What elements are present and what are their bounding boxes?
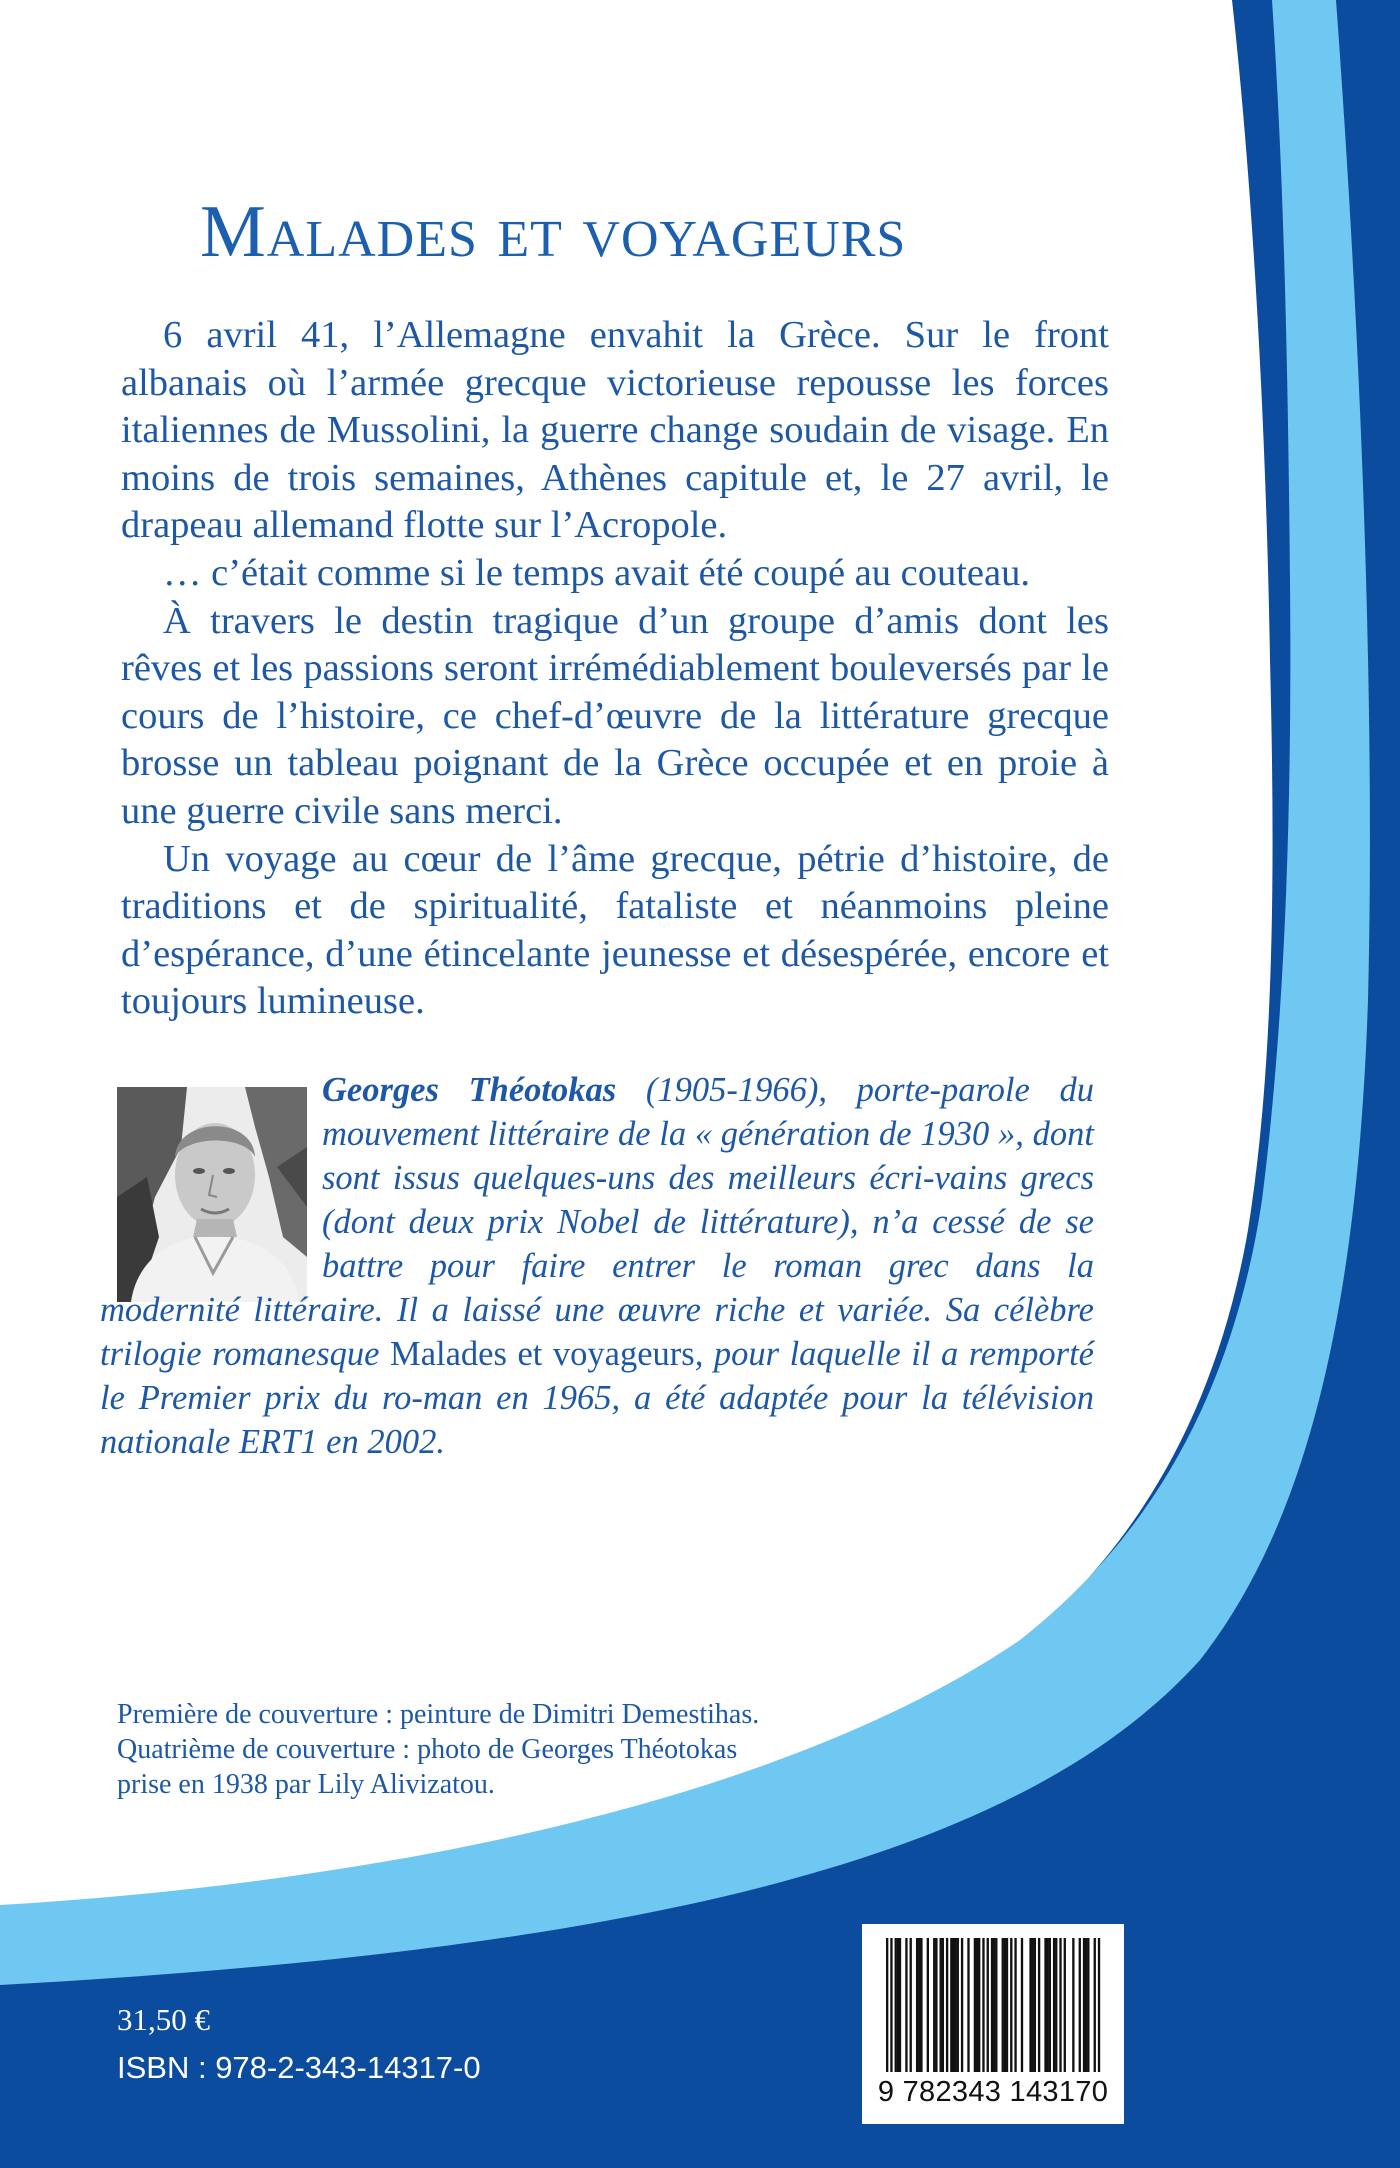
- blurb-paragraph: À travers le destin tragique d’un groupe d’amis dont les rêves et les passions seront irrémédiablement bouleversés par le cours de l’histoire, ce chef-d’œuvre de la littérature grecque brosse un tableau poignant de la Grèce occupée et en proie à une guerre civile sans merci.: [121, 599, 1109, 832]
- barcode-bar: [982, 1938, 984, 2072]
- barcode-bar: [927, 1938, 929, 2072]
- credit-line: Quatrième de couverture : photo de Georges Théotokas: [117, 1734, 738, 1765]
- barcode-bar: [1094, 1938, 1096, 2072]
- blurb-paragraph: 6 avril 41, l’Allemagne envahit la Grèce. Sur le front albanais où l’armée grecque victorieuse repousse les forces italiennes de Mussolini, la guerre change soudain de visage. En moins de trois semaines, Athènes capitule et, le 27 avril, le drapeau allemand flotte sur l’Acropole.: [121, 314, 1109, 547]
- barcode-bar: [942, 1938, 944, 2072]
- blurb: [121, 312, 1109, 1026]
- barcode-bar: [920, 1938, 922, 2072]
- credit-line: prise en 1938 par Lily Alivizatou.: [117, 1769, 495, 1800]
- blurb-paragraph: Un voyage au cœur de l’âme grecque, pétrie d’histoire, de traditions et de spiritualité, fataliste et néanmoins pleine d’espérance, d’une étincelante jeunesse et désespérée, encore et toujours lumineuse.: [121, 837, 1109, 1023]
- barcode-bar: [1038, 1938, 1040, 2072]
- barcode-bar: [993, 1938, 995, 2072]
- barcode-bar: [1004, 1938, 1006, 2072]
- barcode-bar: [1053, 1938, 1055, 2072]
- barcode-bar: [1010, 1938, 1012, 2072]
- barcode-bar: [995, 1938, 997, 2072]
- barcode-bar: [987, 1938, 989, 2072]
- barcode-bar: [1055, 1938, 1057, 2072]
- barcode-bar: [991, 1938, 993, 2072]
- barcode: [862, 1924, 1124, 2124]
- barcode-bar: [954, 1938, 956, 2072]
- barcode-bar: [933, 1938, 935, 2072]
- barcode-bar: [1049, 1938, 1051, 2072]
- barcode-bar: [978, 1938, 980, 2072]
- barcode-bar: [1029, 1938, 1031, 2072]
- barcode-bar: [1079, 1938, 1081, 2072]
- barcode-bar: [974, 1938, 976, 2072]
- barcode-bar: [1047, 1938, 1049, 2072]
- barcode-bar: [1085, 1938, 1087, 2072]
- barcode-bar: [899, 1938, 901, 2072]
- author-bio: [100, 1068, 1094, 1464]
- barcode-bar: [1006, 1938, 1008, 2072]
- isbn: ISBN : 978-2-343-14317-0: [117, 2050, 481, 2085]
- author-bio-text-end: , pour laquelle il a remporté le Premier prix du ro-man en 1965, a été adaptée pour la télévision nationale ERT1 en 2002.: [100, 1335, 1094, 1461]
- blurb-paragraph: … c’était comme si le temps avait été coupé au couteau.: [163, 551, 1030, 594]
- barcode-bar: [1014, 1938, 1016, 2072]
- barcode-bar: [957, 1938, 959, 2072]
- author-name: Georges Théotokas: [322, 1071, 617, 1109]
- barcode-bar: [1064, 1938, 1066, 2072]
- barcode-bar: [967, 1938, 969, 2072]
- barcode-bar: [1087, 1938, 1089, 2072]
- book-title: Malades et voyageurs: [200, 191, 907, 273]
- barcode-bar: [897, 1938, 899, 2072]
- photo-spacer: [100, 1068, 322, 1288]
- barcode-bar: [1032, 1938, 1034, 2072]
- barcode-bar: [952, 1938, 954, 2072]
- barcode-bar: [1059, 1938, 1061, 2072]
- barcode-bar: [946, 1938, 948, 2072]
- barcode-bars: [862, 1924, 1124, 2084]
- barcode-bar: [935, 1938, 937, 2072]
- barcode-bar: [961, 1938, 963, 2072]
- barcode-bar: [976, 1938, 978, 2072]
- barcode-bar: [1034, 1938, 1036, 2072]
- price: 31,50 €: [117, 2002, 210, 2037]
- barcode-digits: 9 782343 143170: [877, 2076, 1109, 2108]
- cover-credits: [117, 1697, 937, 1802]
- credit-line: Première de couverture : peinture de Dimitri Demestihas.: [117, 1699, 760, 1730]
- barcode-bar: [895, 1938, 897, 2072]
- barcode-bar: [905, 1938, 907, 2072]
- barcode-bar: [1083, 1938, 1085, 2072]
- barcode-bar: [1098, 1938, 1100, 2072]
- bio-book-title: Malades et voyageurs: [390, 1335, 695, 1373]
- barcode-bar: [886, 1938, 888, 2072]
- barcode-bar: [940, 1938, 942, 2072]
- barcode-bar: [1021, 1938, 1023, 2072]
- author-bio-text: (1905-1966), porte-parole du mouvement littéraire de la « génération de 1930 », dont sont issus quelques-uns des meilleurs écri-vains grecs (dont deux prix Nobel de littérature), n’a cessé de se battre pour faire entrer le roman grec dans la modernité littéraire. Il a laissé une œuvre riche et variée. Sa célèbre trilogie romanesque: [100, 1071, 1094, 1373]
- barcode-bar: [916, 1938, 918, 2072]
- barcode-bar: [918, 1938, 920, 2072]
- barcode-bar: [910, 1938, 912, 2072]
- barcode-bar: [1044, 1938, 1046, 2072]
- barcode-bar: [1002, 1938, 1004, 2072]
- barcode-bar: [950, 1938, 952, 2072]
- barcode-bar: [1072, 1938, 1074, 2072]
- barcode-bar: [890, 1938, 892, 2072]
